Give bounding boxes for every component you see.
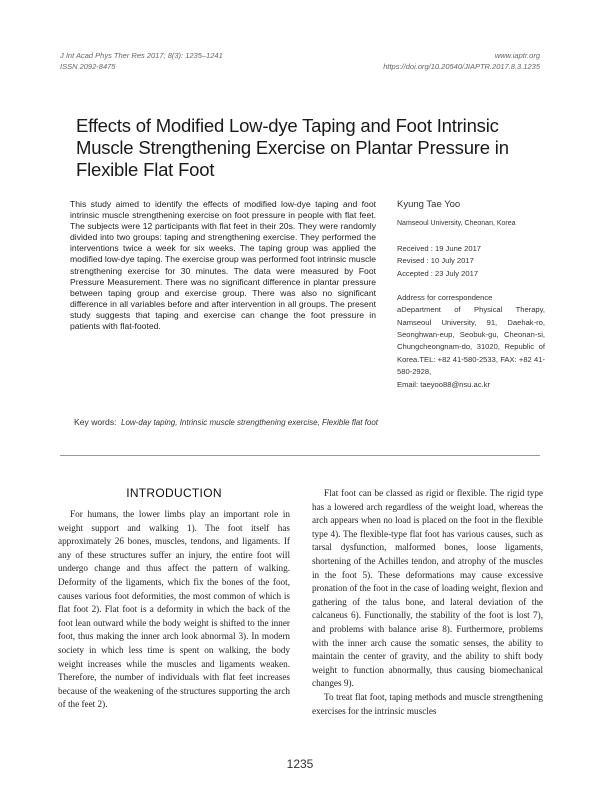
journal-line: J Int Acad Phys Ther Res 2017; 8(3): 1235–1241 xyxy=(60,51,223,60)
keywords-label: Key words: xyxy=(74,417,117,427)
abstract: This study aimed to identify the effects of modified low-dye taping and foot intrinsic muscle strengthening exercise on foot pressure in people with flat feet. The subjects were 12 participants with flat feet in their 20s. They were randomly divided into two groups: taping and strengthening exercise. They performed the interventions twice a week for six weeks. The taping group was applied the modified low-dye taping. The exercise group was performed foot intrinsic muscle strengthening exercise for 30 minutes. The data were measured by Foot Pressure Measurement. There was no significant difference in plantar pressure between taping group and exercise group. There was also no significant difference in all variables before and after intervention in all groups. The present study suggests that taping and exercise can change the foot pressure in patients with flat-footed. xyxy=(70,199,376,332)
section-divider xyxy=(60,455,540,456)
author-name: Kyung Tae Yoo xyxy=(397,199,461,210)
correspondence-address: aDepartment of Physical Therapy, Namseoul University, 91, Daehak-ro, Seonghwan-eup, Seobuk-gu, Cheonan-si, Chungcheongnam-do, 31020, Republic of Korea.TEL: +82 41-580-2533, FAX: +82 41-580-2928, xyxy=(397,305,545,377)
body-paragraph: To treat flat foot, taping methods and muscle strengthening exercises for the intrinsic muscles xyxy=(312,691,543,716)
issn-line: ISSN 2092-8475 xyxy=(60,62,116,71)
body-paragraph: For humans, the lower limbs play an important role in weight support and walking 1). The foot itself has approximately 26 bones, muscles, tendons, and ligaments. If any of these structures suffer an injury, the entire foot will undergo change and thus affect the pattern of walking. Deformity of the ligaments, which fix the bones of the foot, causes various foot deformities, the most common of which is flat foot 2). Flat foot is a deformity in which the back of the foot lean outward while the body weight is shifted to the inner foot, thus making the inner arch look abnormal 3). In modern society in which less time is spent on walking, the body weight increases while the muscles and ligaments weaken. Therefore, the number of individuals with flat feet increases because of the weakening of the structures supporting the arch of the feet 2). xyxy=(58,509,290,710)
journal-links xyxy=(383,50,540,72)
revised-date: Revised : 10 July 2017 xyxy=(397,256,474,266)
received-date: Received : 19 June 2017 xyxy=(397,244,482,253)
correspondence-heading: Address for correspondence xyxy=(397,293,493,303)
paper-title: Effects of Modified Low-dye Taping and Foot Intrinsic Muscle Strengthening Exercise on Plantar Pressure in Flexible Flat Foot xyxy=(76,115,509,180)
website-link[interactable]: www.iaptr.org xyxy=(494,51,540,60)
accepted-date: Accepted : 23 July 2017 xyxy=(397,268,479,278)
page-number: 1235 xyxy=(286,757,314,771)
journal-citation xyxy=(60,50,223,72)
article-info xyxy=(397,199,545,391)
section-heading: INTRODUCTION xyxy=(126,486,222,500)
keywords-text: Low-day taping, Intrinsic muscle strengthening exercise, Flexible flat foot xyxy=(121,418,379,427)
body-column-right xyxy=(312,487,543,718)
correspondence-email[interactable]: Email: taeyoo88@nsu.ac.kr xyxy=(397,379,490,389)
doi-link[interactable]: https://doi.org/10.20540/JIAPTR.2017.8.3.1235 xyxy=(383,62,540,71)
body-paragraph: Flat foot can be classed as rigid or flexible. The rigid type has a lowered arch regardless of the weight load, whereas the arch appears when no load is placed on the foot in the flexible type 4). The flexible-type flat foot has various causes, such as tarsal dysfunction, malformed bones, loose ligaments, shortening of the Achilles tendon, and atrophy of the muscles in the foot 5). These deformations may cause excessive pronation of the foot in the case of loading weight, flexion and gathering of the talus bone, and lateral deviation of the calcaneus 6). Functionally, the stability of the foot is lost 7), and problems with balance arise 8). Furthermore, problems with the inner arch cause the somatic senses, the ability to maintain the center of gravity, and the ability to shift body weight to function abnormally, thus causing biomechanical changes 9). xyxy=(312,488,543,689)
author-affiliation: Namseoul University, Cheonan, Korea xyxy=(397,220,516,227)
article-dates xyxy=(397,243,545,280)
body-column-left xyxy=(58,508,290,712)
